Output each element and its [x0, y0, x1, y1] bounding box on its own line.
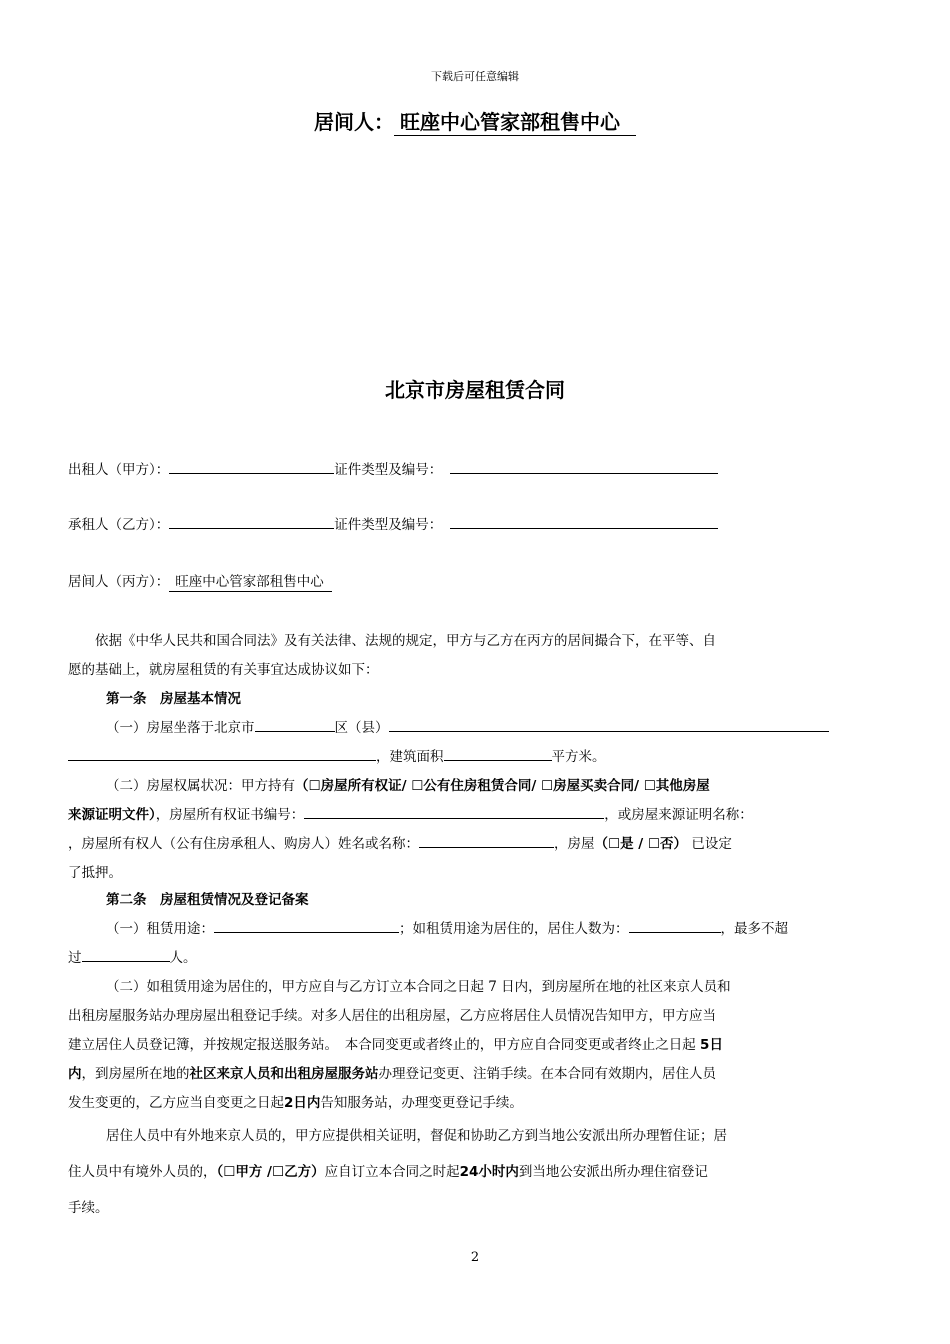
- article-2-p2-line5: [68, 1089, 884, 1118]
- lessor-label: 出租人（甲方）：: [68, 462, 170, 478]
- purpose-label: （一）租赁用途：: [106, 921, 214, 937]
- lessee-label: 承租人（乙方）：: [68, 517, 170, 533]
- article-2: [68, 886, 884, 1226]
- mortgage-label: ，房屋: [554, 836, 595, 852]
- owner-name-label: ，房屋所有权人（公有住房承租人、购房人）姓名或名称：: [68, 836, 419, 852]
- article-2-p2-line3: [68, 1031, 884, 1060]
- broker-title-value: 旺座中心管家部租售中心: [394, 110, 636, 136]
- ownership-options-cont: 来源证明文件）: [68, 807, 156, 823]
- lessee-id-label: 证件类型及编号：: [334, 517, 443, 533]
- cert-number-label: ，房屋所有权证书编号：: [155, 807, 305, 823]
- header-note: 下载后可任意编辑: [431, 70, 519, 83]
- article-2-p3-line1: 居住人员中有外地来京人员的，甲方应提供相关证明，督促和协助乙方到当地公安派出所办理暂住证；居: [106, 1128, 727, 1144]
- max-label: ，最多不超: [720, 921, 788, 937]
- lessor-id-blank[interactable]: [450, 459, 718, 474]
- max-prefix: 过: [68, 950, 82, 966]
- area-label: ，建筑面积: [376, 749, 444, 765]
- article-2-p3-line3: 手续。: [68, 1200, 109, 1216]
- article-2-p2-line4: [68, 1060, 884, 1089]
- lessor-line: [68, 458, 718, 478]
- article-1-p2-line2: [68, 801, 884, 830]
- address-blank-2[interactable]: [68, 746, 376, 761]
- p3-from-text: 应自订立本合同之时起: [324, 1164, 460, 1180]
- mortgage-suffix: 已设定: [687, 836, 732, 852]
- ownership-options[interactable]: （☐房屋所有权证/ ☐公有住房租赁合同/ ☐房屋买卖合同/ ☐其他房屋: [295, 778, 710, 794]
- district-label: 区（县）: [334, 720, 389, 736]
- lessee-line: [68, 513, 718, 533]
- article-2-title: 第二条 房屋租赁情况及登记备案: [106, 892, 309, 908]
- article-1-p2-line1: [68, 772, 884, 801]
- occupants-label: ；如租赁用途为居住的，居住人数为：: [399, 921, 629, 937]
- lessor-name-blank[interactable]: [169, 459, 334, 474]
- broker-value: 旺座中心管家部租售中心: [169, 574, 332, 592]
- max-suffix: 人。: [169, 950, 197, 966]
- article-1-p2-line3: [68, 830, 884, 859]
- lessor-id-label: 证件类型及编号：: [334, 462, 443, 478]
- p2-nei: 内: [68, 1066, 82, 1082]
- max-occupants-blank[interactable]: [82, 947, 170, 962]
- owner-name-blank[interactable]: [419, 833, 554, 848]
- district-blank[interactable]: [255, 717, 335, 732]
- document-title: 北京市房屋租赁合同: [385, 378, 565, 402]
- preamble: [68, 627, 884, 685]
- cert-number-blank[interactable]: [304, 804, 604, 819]
- p2-change-text: 办理登记变更、注销手续。在本合同有效期内，居住人员: [378, 1066, 716, 1082]
- preamble-line-1: 依据《中华人民共和国合同法》及有关法律、法规的规定，甲方与乙方在丙方的居间撮合下，在平等、自: [95, 633, 716, 649]
- p3-register-text: 到当地公安派出所办理住宿登记: [518, 1164, 708, 1180]
- article-2-p2-line2: 出租房屋服务站办理房屋出租登记手续。对多人居住的出租房屋，乙方应将居住人员情况告知甲方，甲方应当: [68, 1008, 716, 1024]
- p2-notify-text: 告知服务站，办理变更登记手续。: [320, 1095, 523, 1111]
- p2-service-station: 社区来京人员和出租房屋服务站: [189, 1066, 379, 1082]
- broker-line: [68, 570, 332, 590]
- lessee-id-blank[interactable]: [450, 514, 718, 529]
- area-blank[interactable]: [444, 746, 552, 761]
- article-2-p1-line1: [68, 915, 884, 944]
- ownership-label: （二）房屋权属状况：甲方持有: [106, 778, 295, 794]
- article-2-p2-line1: （二）如租赁用途为居住的，甲方应自与乙方订立本合同之日起 7 日内，到房屋所在地的社区来京人员和: [106, 979, 731, 995]
- p2-five-days: 5日: [700, 1037, 723, 1053]
- occupants-blank[interactable]: [629, 918, 721, 933]
- broker-label: 居间人（丙方）：: [68, 574, 170, 590]
- lessee-name-blank[interactable]: [169, 514, 334, 529]
- p3-24-hours: 24小时内: [459, 1164, 519, 1180]
- article-1-p2-line4: 了抵押。: [68, 865, 122, 881]
- mortgage-options[interactable]: （☐是 / ☐否）: [594, 836, 688, 852]
- page-number: 2: [470, 1250, 480, 1265]
- source-name-label: ，或房屋来源证明名称：: [604, 807, 753, 823]
- p2-occupant-change: 发生变更的，乙方应当自变更之日起: [68, 1095, 284, 1111]
- p2-line3-text: 建立居住人员登记簿，并按规定报送服务站。 本合同变更或者终止的，甲方应自合同变更或者终止之日起: [68, 1037, 696, 1053]
- broker-title-label: 居间人：: [314, 110, 394, 134]
- article-1: [68, 685, 884, 888]
- address-blank[interactable]: [389, 717, 829, 732]
- area-unit: 平方米。: [551, 749, 606, 765]
- preamble-line-2: 愿的基础上，就房屋租赁的有关事宜达成协议如下：: [68, 662, 379, 678]
- location-label: （一）房屋坐落于北京市: [106, 720, 255, 736]
- article-1-p1-line1: [68, 714, 884, 743]
- article-2-p1-line2: [68, 944, 884, 973]
- article-1-title: 第一条 房屋基本情况: [106, 691, 241, 707]
- p2-two-days: 2日内: [284, 1095, 321, 1111]
- p3-party-options[interactable]: （☐甲方 /☐乙方）: [216, 1164, 325, 1180]
- p2-location-text: ，到房屋所在地的: [81, 1066, 190, 1082]
- broker-title: [0, 106, 950, 135]
- purpose-blank[interactable]: [214, 918, 399, 933]
- article-2-p3-line2: [68, 1154, 884, 1190]
- p3-foreign-text: 住人员中有境外人员的，: [68, 1164, 217, 1180]
- article-1-p1-line2: [68, 743, 884, 772]
